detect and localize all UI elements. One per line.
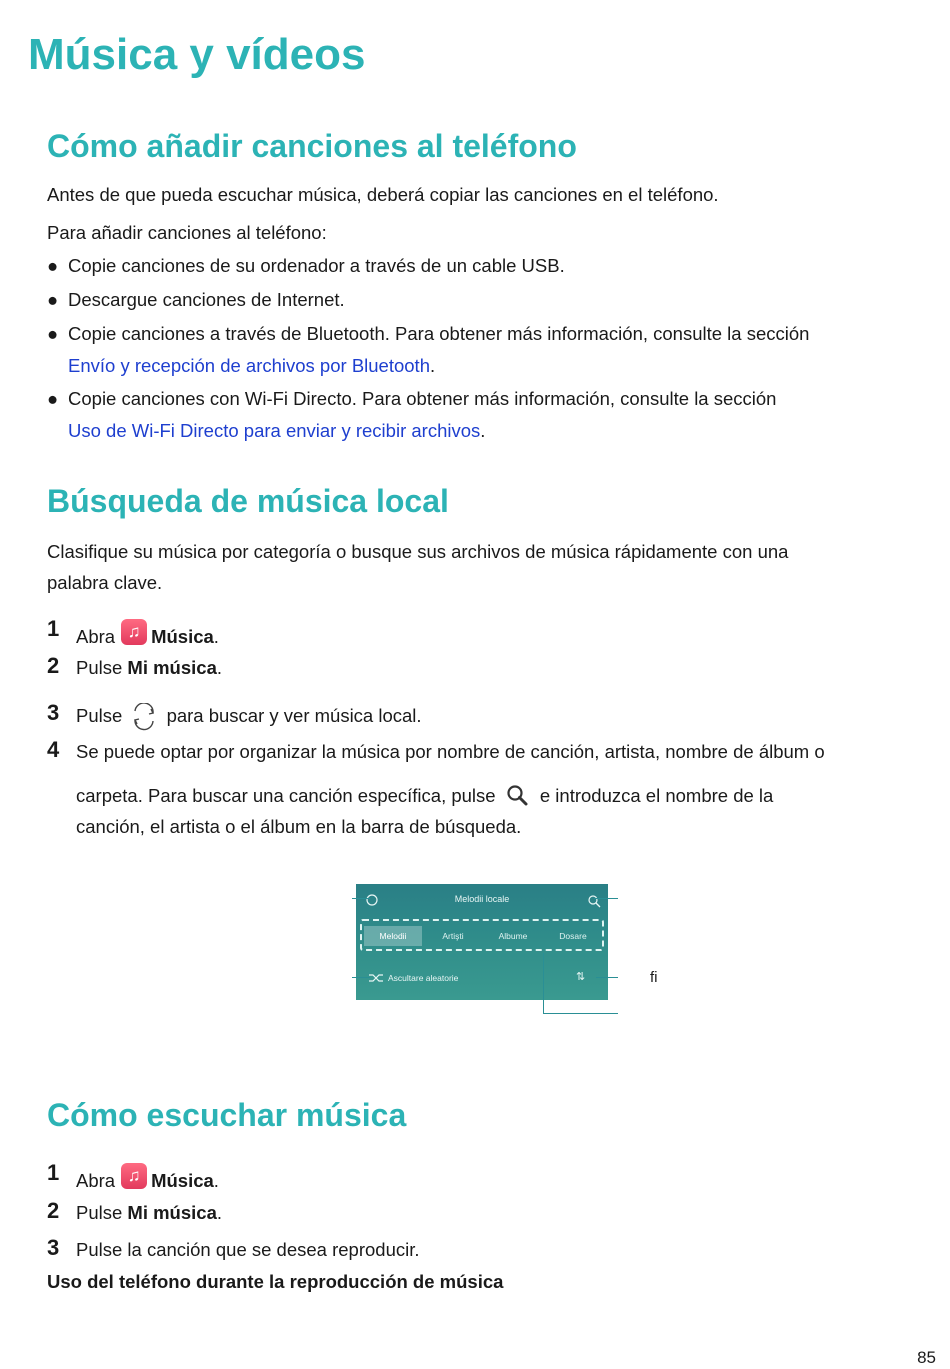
section-heading-listen: Cómo escuchar música <box>47 1097 407 1133</box>
tab-folders[interactable]: Dosare <box>559 931 587 941</box>
step-text-line2: carpeta. Para buscar una canción específica, pulse e introduzca el nombre de la <box>76 783 773 811</box>
intro-text: Antes de que pueda escuchar música, deberá copiar las canciones en el teléfono. <box>47 184 719 205</box>
bullet-dot: ● <box>47 289 59 310</box>
bluetooth-link[interactable]: Envío y recepción de archivos por Bluetooth <box>68 355 430 376</box>
step-number: 1 <box>47 1160 60 1185</box>
screen-title: Melodii locale <box>454 894 510 904</box>
step-number: 4 <box>47 737 60 762</box>
wifi-direct-link[interactable]: Uso de Wi-Fi Directo para enviar y recibir archivos <box>68 420 481 441</box>
callout-line <box>543 1013 618 1014</box>
step-number: 3 <box>47 700 60 725</box>
callout-label: ﬁ <box>650 969 658 986</box>
bullet-dot: ● <box>47 323 59 344</box>
search-icon <box>501 783 535 811</box>
step-text: Pulse Mi música. <box>76 1202 223 1223</box>
bullet-dot: ● <box>47 388 59 409</box>
step-text: Pulse para buscar y ver música local. <box>76 703 422 731</box>
step-text-line3: canción, el artista o el álbum en la barra de búsqueda. <box>76 816 522 837</box>
search-icon[interactable] <box>586 893 602 909</box>
subheading: Uso del teléfono durante la reproducción de música <box>47 1271 504 1292</box>
music-app-screenshot <box>356 884 608 1000</box>
lead-text: Para añadir canciones al teléfono: <box>47 222 327 243</box>
step-text: Pulse Mi música. <box>76 657 223 678</box>
page-title: Música y vídeos <box>28 30 366 79</box>
bullet-text: Descargue canciones de Internet. <box>68 289 345 310</box>
step-text: Pulse la canción que se desea reproducir. <box>76 1239 420 1260</box>
step-text-line1: Se puede optar por organizar la música por nombre de canción, artista, nombre de álbum o <box>76 741 825 762</box>
step-number: 2 <box>47 653 60 678</box>
page-number: 85 <box>917 1348 936 1367</box>
step-number: 3 <box>47 1235 60 1260</box>
callout-line <box>596 977 618 978</box>
callout-line <box>594 898 618 899</box>
bluetooth-link-line: Envío y recepción de archivos por Bluetooth. <box>68 355 436 376</box>
callout-line <box>543 953 544 1013</box>
refresh-icon <box>127 703 161 731</box>
wifi-direct-link-line: Uso de Wi-Fi Directo para enviar y recibir archivos. <box>68 420 486 441</box>
intro-text-line2: palabra clave. <box>47 572 163 593</box>
section-heading-local-search: Búsqueda de música local <box>47 483 449 519</box>
sort-icon[interactable]: ⇅ <box>576 971 586 983</box>
tab-artists[interactable]: Artişti <box>442 931 464 941</box>
shuffle-label[interactable]: Ascultare aleatorie <box>388 973 459 983</box>
step-text: Abra ♫ Música. <box>76 619 219 649</box>
step-number: 2 <box>47 1198 60 1223</box>
bullet-dot: ● <box>47 255 59 276</box>
intro-text-line1: Clasifique su música por categoría o busque sus archivos de música rápidamente con una <box>47 541 789 562</box>
bullet-text: Copie canciones a través de Bluetooth. Para obtener más información, consulte la sección <box>68 323 810 344</box>
bullet-text: Copie canciones de su ordenador a través de un cable USB. <box>68 255 565 276</box>
step-text: Abra ♫ Música. <box>76 1163 219 1193</box>
tab-songs[interactable]: Melodii <box>364 926 422 946</box>
callout-line <box>352 977 370 978</box>
tab-albums[interactable]: Albume <box>498 931 528 941</box>
bullet-text: Copie canciones con Wi-Fi Directo. Para obtener más información, consulte la sección <box>68 388 777 409</box>
music-note-icon: ♫ <box>121 619 147 645</box>
shuffle-icon[interactable] <box>368 972 384 984</box>
callout-line <box>352 898 370 899</box>
section-heading-add-songs: Cómo añadir canciones al teléfono <box>47 128 577 164</box>
music-note-icon: ♫ <box>121 1163 147 1189</box>
step-number: 1 <box>47 616 60 641</box>
